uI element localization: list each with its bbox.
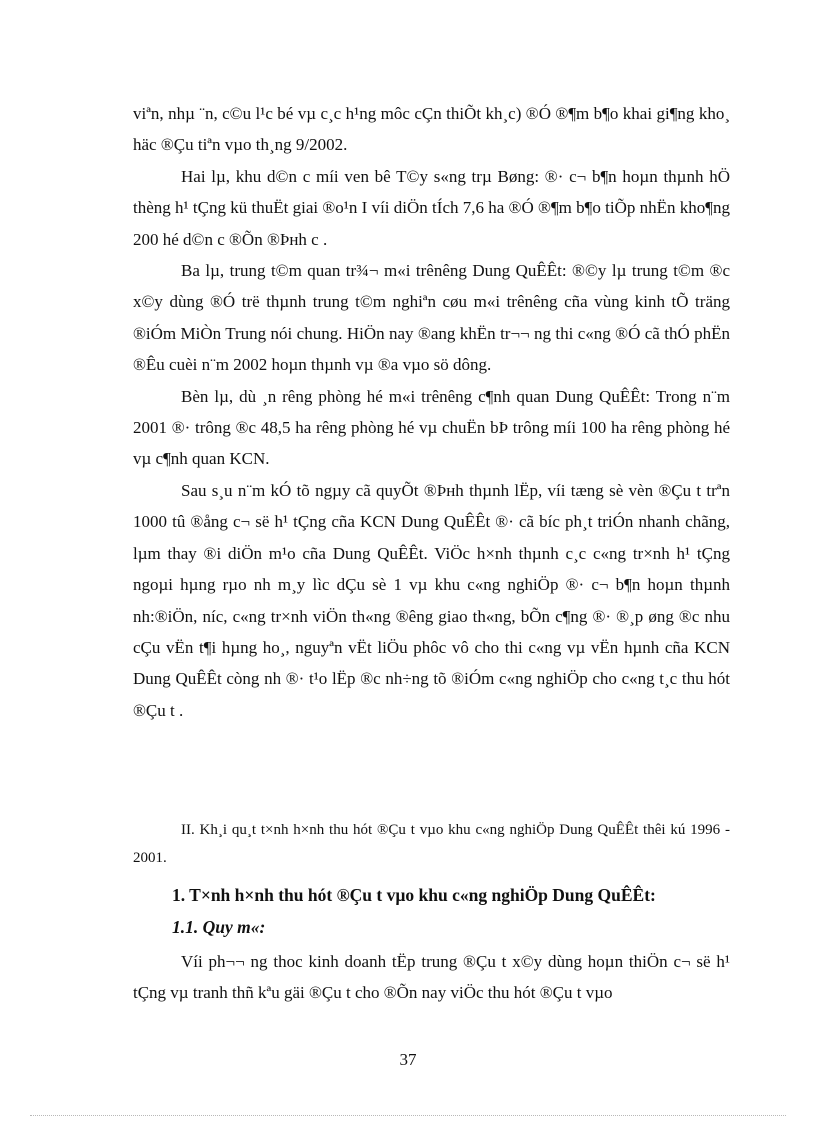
subsection-heading: 1. T×nh h×nh thu hót ®Çu t vµo khu c«ng nghiÖp Dung QuÊÊt: xyxy=(172,885,656,905)
paragraph: viªn, nhµ ¨n, c©u l¹c bé vµ c¸c h¹ng môc cÇn thiÕt kh¸c) ®Ó ®¶m b¶o khai gi¶ng kho¸ häc ®Çu tiªn vµo th¸ng 9/2002. xyxy=(133,104,730,155)
final-paragraph-block xyxy=(133,946,730,1009)
paragraph: Víi ph¬¬ ng thoc kinh doanh tËp trung ®Çu t x©y dùng hoµn thiÖn c¬ së h¹ tÇng vµ tranh thñ kªu gäi ®Çu t cho ®Õn nay viÖc thu hót ®Çu t vµo xyxy=(133,952,730,1003)
page-number: 37 xyxy=(399,1050,417,1069)
section-heading xyxy=(133,816,730,872)
paragraph: Bèn lµ, dù ¸n rêng phòng hé m«i trênêng c¶nh quan Dung QuÊÊt: Trong n¨m 2001 ®· trông ®c 48,5 ha rêng phòng hé vµ chuËn bÞ trông míi 100 ha rêng phòng hé vµ c¶nh quan KCN. xyxy=(133,386,730,469)
paragraph: Sau s¸u n¨m kÓ tõ ngµy cã quyÕt ®Þнh thµnh lËp, víi tæng sè vèn ®Çu t trªn 1000 tû ®ång c¬ së h¹ tÇng cña KCN Dung QuÊÊt ®· cã bíc ph¸t triÓn nhanh chãng, lµm thay ®i diÖn m¹o cña Dung QuÊÊt. ViÖc h×nh thµnh c¸c c«ng tr×nh h¹ tÇng ngoµi hµng rµo nh m¸y lìc dÇu sè 1 vµ khu c«ng nghiÖp ®· c¬ b¶n hoµn thµnh nh:®iÖn, níc, c«ng tr×nh viÖn th«ng ®êng giao th«ng, bÕn c¶ng ®· ®¸p øng ®c nhu cÇu vËn t¶i hµng ho¸, nguyªn vËt liÖu phôc vô cho thi c«ng vµ vËn hµnh cña KCN Dung QuÊÊt còng nh ®· t¹o lËp ®c nh÷ng tõ ®iÓm c«ng nghiÖp cho c«ng t¸c thu hót ®Çu t . xyxy=(133,480,730,720)
paragraph: Ba lµ, trung t©m quan tr¾¬ m«i trênêng Dung QuÊÊt: ®©y lµ trung t©m ®c x©y dùng ®Ó trë thµnh trung t©m nghiªn cøu m«i trênêng cña vùng kinh tÕ träng ®iÓm MiÒn Trung nói chung. HiÖn nay ®ang khËn tr¬¬ ng thi c«ng ®Ó cã thÓ phËn ®Êu cuèi n¨m 2002 hoµn thµnh vµ ®a vµo sö dông. xyxy=(133,261,730,375)
page-bottom-border xyxy=(30,1115,786,1116)
sub-subsection-heading: 1.1. Quy m«: xyxy=(172,917,266,937)
body-text xyxy=(133,98,730,726)
paragraph: Hai lµ, khu d©n c míi ven bê T©y s«ng trµ Bøng: ®· c¬ b¶n hoµn thµnh hÖ thèng h¹ tÇng kü thuËt giai ®o¹n I víi diÖn tÍch 7,6 ha ®Ó ®¶m b¶o tiÕp nhËn kho¶ng 200 hé d©n c ®Õn ®Þнh c . xyxy=(133,166,730,249)
section-heading-text: II. Kh¸i qu¸t t×nh h×nh thu hót ®Çu t vµo khu c«ng nghiÖp Dung QuÊÊt thêi kú 1996 - 2001. xyxy=(133,822,730,866)
